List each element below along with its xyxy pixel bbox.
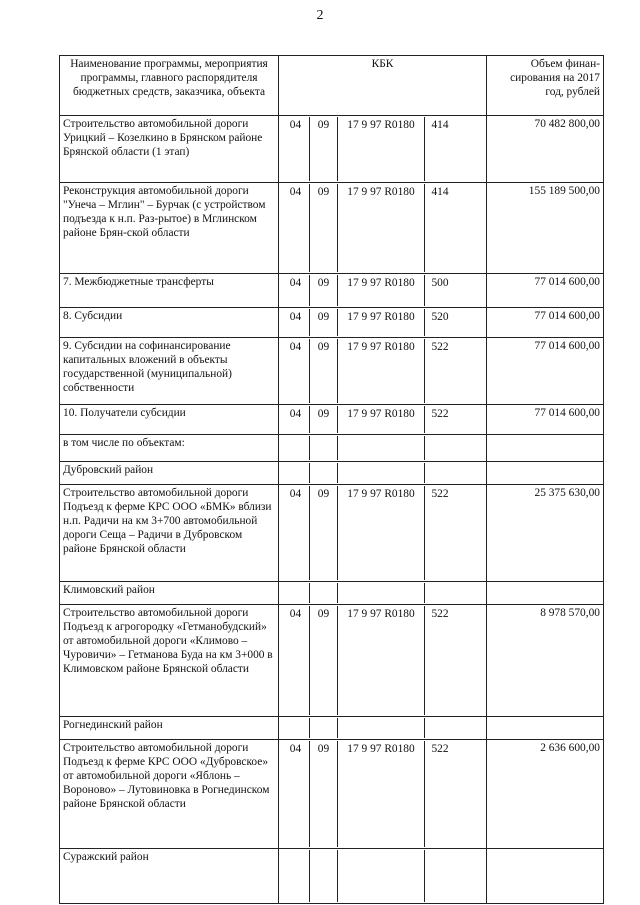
row-kbk <box>279 582 487 605</box>
row-amount <box>487 717 604 740</box>
row-amount <box>487 462 604 485</box>
table-row <box>60 405 604 435</box>
table-row <box>60 338 604 405</box>
row-amount <box>487 849 604 904</box>
row-name: Реконструкция автомобильной дороги "Унеча – Мглин" – Бурчак (с устройством подъезда к н.п. Раз-рытое) в Мглинском районе Брян-ской области <box>60 183 279 274</box>
row-kbk <box>279 183 487 274</box>
page-number: 2 <box>316 8 324 23</box>
row-name: Строительство автомобильной дороги Подъезд к агрогородку «Гетманобудский» от автомобильной дороги «Климово – Чуровичи» – Гетманова Буда на км 3+000 в Климовском районе Брянской области <box>60 605 279 717</box>
row-name: Климовский район <box>60 582 279 605</box>
kbk-expense-type: 522 <box>424 741 455 847</box>
row-amount: 77 014 600,00 <box>487 274 604 308</box>
row-amount: 8 978 570,00 <box>487 605 604 717</box>
row-kbk <box>279 740 487 849</box>
kbk-section: 04 <box>289 277 302 289</box>
row-kbk <box>279 274 487 308</box>
row-kbk <box>279 485 487 582</box>
header-kbk: КБК <box>279 56 487 116</box>
kbk-target: 17 9 97 R0180 <box>337 406 424 433</box>
kbk-section <box>282 718 309 738</box>
kbk-expense-type: 522 <box>424 339 455 403</box>
table-row <box>60 849 604 904</box>
kbk-expense-type: 414 <box>424 184 455 272</box>
kbk-expense-type: 522 <box>424 406 455 433</box>
kbk-section: 04 <box>289 608 302 620</box>
kbk-subsection <box>309 850 337 902</box>
row-kbk <box>279 849 487 904</box>
kbk-section: 04 <box>289 186 302 198</box>
kbk-subsection: 09 <box>309 741 337 847</box>
kbk-target <box>337 718 424 738</box>
kbk-target: 17 9 97 R0180 <box>337 339 424 403</box>
table-row <box>60 582 604 605</box>
table-row <box>60 435 604 462</box>
table-row <box>60 116 604 183</box>
kbk-subsection <box>309 463 337 483</box>
table-row <box>60 462 604 485</box>
header-amount: Объем финан-сирования на 2017 год, рублей <box>487 56 604 116</box>
kbk-target: 17 9 97 R0180 <box>337 117 424 181</box>
row-name: Рогнединский район <box>60 717 279 740</box>
kbk-subsection: 09 <box>309 275 337 306</box>
kbk-expense-type: 500 <box>424 275 455 306</box>
kbk-expense-type <box>424 436 455 460</box>
kbk-section: 04 <box>289 743 302 755</box>
row-name: 7. Межбюджетные трансферты <box>60 274 279 308</box>
kbk-section: 04 <box>289 488 302 500</box>
table-row <box>60 308 604 338</box>
kbk-subsection <box>309 583 337 603</box>
header-name: Наименование программы, мероприятия программы, главного распорядителя бюджетных средств, заказчика, объекта <box>60 56 279 116</box>
kbk-expense-type <box>424 850 455 902</box>
kbk-section <box>282 436 309 460</box>
kbk-target: 17 9 97 R0180 <box>337 741 424 847</box>
row-kbk <box>279 435 487 462</box>
kbk-section: 04 <box>289 408 302 420</box>
table-row <box>60 183 604 274</box>
kbk-section <box>282 583 309 603</box>
kbk-target: 17 9 97 R0180 <box>337 486 424 580</box>
kbk-subsection <box>309 718 337 738</box>
kbk-expense-type: 520 <box>424 309 455 336</box>
table-row <box>60 740 604 849</box>
kbk-target: 17 9 97 R0180 <box>337 309 424 336</box>
row-kbk <box>279 605 487 717</box>
kbk-target <box>337 583 424 603</box>
kbk-subsection: 09 <box>309 117 337 181</box>
row-name: 9. Субсидии на софинансирование капитальных вложений в объекты государственной (муниципальной) собственности <box>60 338 279 405</box>
row-amount <box>487 435 604 462</box>
kbk-target: 17 9 97 R0180 <box>337 606 424 715</box>
row-amount: 77 014 600,00 <box>487 308 604 338</box>
table-row <box>60 485 604 582</box>
row-name: 10. Получатели субсидии <box>60 405 279 435</box>
kbk-expense-type: 522 <box>424 606 455 715</box>
kbk-section: 04 <box>289 341 302 353</box>
row-kbk <box>279 338 487 405</box>
row-amount: 155 189 500,00 <box>487 183 604 274</box>
kbk-target <box>337 463 424 483</box>
table-row <box>60 605 604 717</box>
row-amount: 2 636 600,00 <box>487 740 604 849</box>
kbk-expense-type <box>424 463 455 483</box>
kbk-subsection: 09 <box>309 184 337 272</box>
row-name: Строительство автомобильной дороги Подъезд к ферме КРС ООО «БМК» вблизи н.п. Радичи на км 3+700 автомобильной дороги Сеща – Радичи в Дубровском районе Брянской области <box>60 485 279 582</box>
kbk-subsection: 09 <box>309 339 337 403</box>
kbk-subsection: 09 <box>309 606 337 715</box>
row-amount: 77 014 600,00 <box>487 338 604 405</box>
kbk-expense-type: 414 <box>424 117 455 181</box>
kbk-target <box>337 436 424 460</box>
kbk-target: 17 9 97 R0180 <box>337 184 424 272</box>
row-name: Дубровский район <box>60 462 279 485</box>
row-name: Строительство автомобильной дороги Урицкий – Козелкино в Брянском районе Брянской области (1 этап) <box>60 116 279 183</box>
row-amount: 25 375 630,00 <box>487 485 604 582</box>
row-kbk <box>279 405 487 435</box>
kbk-target <box>337 850 424 902</box>
kbk-expense-type <box>424 583 455 603</box>
kbk-section: 04 <box>289 119 302 131</box>
kbk-subsection <box>309 436 337 460</box>
kbk-section <box>282 850 309 902</box>
kbk-target: 17 9 97 R0180 <box>337 275 424 306</box>
table-header-row <box>60 56 604 116</box>
row-name: Суражский район <box>60 849 279 904</box>
row-name: 8. Субсидии <box>60 308 279 338</box>
kbk-expense-type <box>424 718 455 738</box>
table-row <box>60 274 604 308</box>
budget-table <box>59 55 604 904</box>
row-amount <box>487 582 604 605</box>
kbk-section: 04 <box>289 311 302 323</box>
table-row <box>60 717 604 740</box>
row-kbk <box>279 717 487 740</box>
row-kbk <box>279 308 487 338</box>
row-kbk <box>279 116 487 183</box>
kbk-subsection: 09 <box>309 309 337 336</box>
row-name: Строительство автомобильной дороги Подъезд к ферме КРС ООО «Дубровское» от автомобильной дороги «Яблонь – Вороново» – Лутовиновка в Рогнединском районе Брянской области <box>60 740 279 849</box>
kbk-section <box>282 463 309 483</box>
kbk-subsection: 09 <box>309 486 337 580</box>
row-amount: 77 014 600,00 <box>487 405 604 435</box>
kbk-subsection: 09 <box>309 406 337 433</box>
row-amount: 70 482 800,00 <box>487 116 604 183</box>
kbk-expense-type: 522 <box>424 486 455 580</box>
row-kbk <box>279 462 487 485</box>
row-name: в том числе по объектам: <box>60 435 279 462</box>
